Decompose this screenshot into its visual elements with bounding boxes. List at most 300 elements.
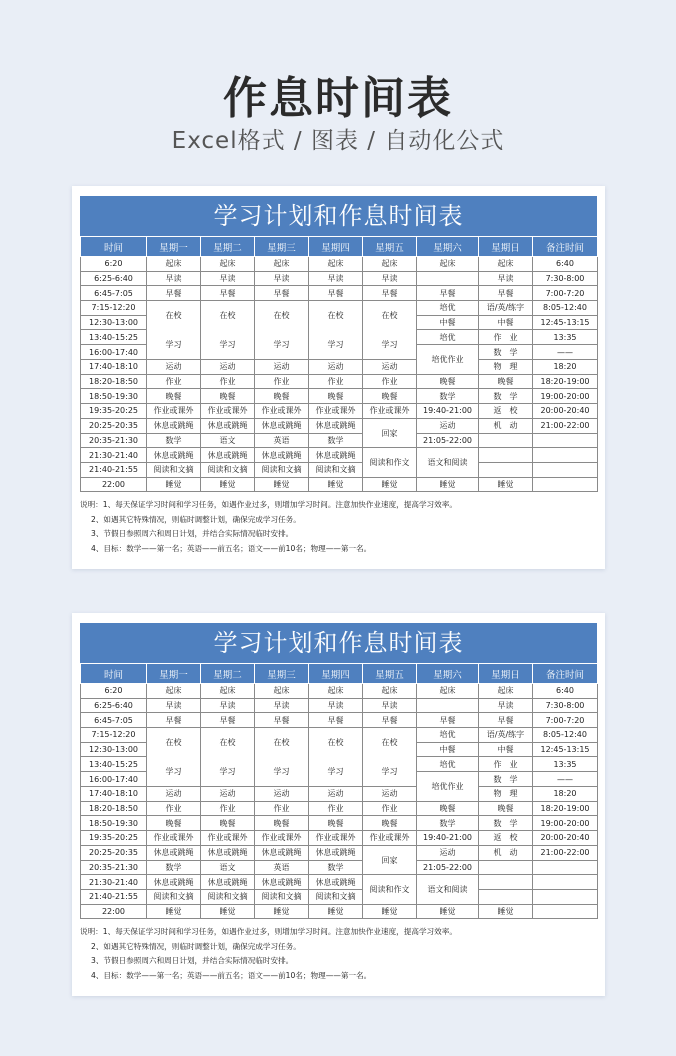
schedule-cell: 晚餐 [309,389,363,404]
schedule-cell: 阅读和文摘 [201,889,255,904]
schedule-cell: 数学 [417,389,479,404]
schedule-cell: 晚餐 [147,389,201,404]
schedule-cell: 早读 [147,271,201,286]
schedule-cell: 6:40 [533,257,598,272]
schedule-cell: 20:00-20:40 [533,404,598,419]
schedule-cell: 早读 [255,271,309,286]
schedule-cell: 作业或课外 [363,404,417,419]
time-cell: 18:50-19:30 [81,816,147,831]
table-row [81,404,598,419]
block-label-school: 在校 [327,738,344,748]
time-cell: 20:25-20:35 [81,845,147,860]
table-row [81,816,598,831]
schedule-cell: 运动 [417,418,479,433]
schedule-cell: 7:30-8:00 [533,271,598,286]
schedule-cell: 回家 [363,418,417,447]
schedule-cell: 19:00-20:00 [533,389,598,404]
schedule-cell: 作业 [309,374,363,389]
column-header: 时间 [81,237,147,257]
schedule-cell: 12:45-13:15 [533,315,598,330]
table-row [81,448,598,463]
time-cell: 13:40-15:25 [81,330,147,345]
schedule-cell: 运动 [363,360,417,375]
schedule-cell: 12:45-13:15 [533,742,598,757]
schedule-cell: —— [533,345,598,360]
time-cell: 16:00-17:40 [81,772,147,787]
schedule-cell: 早餐 [147,713,201,728]
schedule-cell: 休息或跳绳 [255,845,309,860]
schedule-cell: 18:20 [533,360,598,375]
schedule-cell: 晚餐 [417,801,479,816]
schedule-cell: 作业或课外 [201,404,255,419]
schedule-cell: 早餐 [201,713,255,728]
schedule-cell: 20:00-20:40 [533,831,598,846]
schedule-cell: 机 动 [479,418,533,433]
schedule-cell: 中餐 [479,315,533,330]
schedule-cell: 作 业 [479,330,533,345]
schedule-cell: 休息或跳绳 [309,845,363,860]
header-row [81,664,598,684]
note-line: 2、如遇其它特殊情况，则临时调整计划，确保完成学习任务。 [91,941,301,951]
schedule-cell: 早读 [363,698,417,713]
schedule-cell: 19:00-20:00 [533,816,598,831]
schedule-cell: 作业或课外 [309,404,363,419]
schedule-cell: 18:20 [533,787,598,802]
schedule-cell [147,301,201,360]
schedule-cell: 阅读和文摘 [201,462,255,477]
schedule-cell: 中餐 [479,742,533,757]
schedule-cell: 早餐 [363,286,417,301]
schedule-cell: 返 校 [479,404,533,419]
block-label-school: 在校 [219,311,236,321]
table-row [81,684,598,699]
schedule-cell: 培优 [417,330,479,345]
time-cell: 19:35-20:25 [81,404,147,419]
block-label-school: 在校 [273,738,290,748]
schedule-cell: 早读 [201,698,255,713]
schedule-cell [479,448,533,463]
schedule-cell: 7:00-7:20 [533,713,598,728]
table-row [81,418,598,433]
schedule-cell: 早餐 [201,286,255,301]
schedule-cell: 培优 [417,301,479,316]
time-cell: 16:00-17:40 [81,345,147,360]
schedule-cell: 睡觉 [309,477,363,492]
header-row [81,237,598,257]
schedule-cell: 起床 [417,684,479,699]
schedule-cell: 作业或课外 [201,831,255,846]
schedule-cell: 休息或跳绳 [255,418,309,433]
table-row [81,389,598,404]
table-row [81,875,598,890]
schedule-cell: 语文 [201,433,255,448]
schedule-cell: 作业 [255,374,309,389]
schedule-table [80,236,598,492]
column-header: 时间 [81,664,147,684]
schedule-cell: 8:05-12:40 [533,301,598,316]
time-cell: 19:35-20:25 [81,831,147,846]
note-line: 2、如遇其它特殊情况，则临时调整计划，确保完成学习任务。 [91,514,301,524]
schedule-cell: 起床 [417,257,479,272]
table-row [81,713,598,728]
schedule-cell: 起床 [309,257,363,272]
schedule-cell: 语文 [201,860,255,875]
schedule-cell: 19:40-21:00 [417,404,479,419]
table-row [81,904,598,919]
block-label-study: 学习 [381,767,398,777]
schedule-cell: 阅读和文摘 [309,462,363,477]
schedule-cell: 晚餐 [201,389,255,404]
schedule-cell: 起床 [479,684,533,699]
column-header: 星期五 [363,237,417,257]
schedule-cell: 阅读和文摘 [255,462,309,477]
schedule-cell: 晚餐 [255,816,309,831]
schedule-cell: 运动 [147,787,201,802]
schedule-cell: 作业 [255,801,309,816]
column-header: 星期日 [479,237,533,257]
schedule-cell: 起床 [309,684,363,699]
time-cell: 13:40-15:25 [81,757,147,772]
schedule-cell: 培优 [417,757,479,772]
schedule-cell: 培优作业 [417,772,479,802]
column-header: 星期一 [147,237,201,257]
schedule-cell [309,728,363,787]
schedule-cell: 阅读和作文 [363,448,417,477]
schedule-cell: 早餐 [147,286,201,301]
table-row [81,433,598,448]
schedule-cell: 早餐 [309,286,363,301]
block-label-school: 在校 [381,311,398,321]
table-row [81,698,598,713]
schedule-cell: 作业或课外 [255,404,309,419]
schedule-cell: 晚餐 [309,816,363,831]
schedule-cell: 早读 [309,271,363,286]
column-header: 星期五 [363,664,417,684]
schedule-cell: 13:35 [533,330,598,345]
column-header: 星期日 [479,664,533,684]
schedule-table [80,663,598,919]
schedule-cell: 晚餐 [363,816,417,831]
schedule-cell: 睡觉 [363,477,417,492]
schedule-cell: 7:30-8:00 [533,698,598,713]
schedule-cell: 13:35 [533,757,598,772]
schedule-cell: 睡觉 [255,477,309,492]
schedule-cell: 6:40 [533,684,598,699]
schedule-cell: 晚餐 [147,816,201,831]
page-title: 作息时间表 [223,73,453,124]
schedule-cell: 作业 [147,801,201,816]
schedule-cell: 休息或跳绳 [147,875,201,890]
schedule-cell: 起床 [201,684,255,699]
schedule-cell: 睡觉 [417,904,479,919]
block-label-school: 在校 [165,311,182,321]
schedule-cell: 运动 [363,787,417,802]
schedule-cell [533,889,598,904]
schedule-cell: 21:00-22:00 [533,418,598,433]
note-line: 4、目标：数学——第一名；英语——前五名；语文——前10名；物理——第一名。 [91,970,372,980]
sheet-title: 学习计划和作息时间表 [80,623,597,663]
schedule-cell: 培优 [417,728,479,743]
schedule-cell: 晚餐 [201,816,255,831]
schedule-cell: 作业 [201,374,255,389]
schedule-cell: 返 校 [479,831,533,846]
schedule-cell: 早读 [479,271,533,286]
table-row [81,860,598,875]
time-cell: 21:30-21:40 [81,875,147,890]
schedule-cell: 阅读和文摘 [309,889,363,904]
schedule-cell [479,875,533,890]
schedule-cell: 7:00-7:20 [533,286,598,301]
schedule-cell: 18:20-19:00 [533,374,598,389]
schedule-cell: 物 理 [479,787,533,802]
schedule-cell [533,433,598,448]
schedule-cell: 睡觉 [201,904,255,919]
schedule-cell: 晚餐 [255,389,309,404]
schedule-cell: 休息或跳绳 [255,875,309,890]
schedule-cell [417,698,479,713]
schedule-cell: 起床 [363,684,417,699]
schedule-cell: 休息或跳绳 [201,448,255,463]
schedule-cell: 数学 [147,860,201,875]
schedule-cell: 语文和阅读 [417,875,479,904]
schedule-cell: 作业或课外 [255,831,309,846]
schedule-cell: 早读 [309,698,363,713]
schedule-cell: 21:00-22:00 [533,845,598,860]
time-cell: 6:20 [81,684,147,699]
page-subtitle: Excel格式 / 图表 / 自动化公式 [171,128,505,154]
schedule-cell: 物 理 [479,360,533,375]
time-cell: 12:30-13:00 [81,315,147,330]
table-row [81,360,598,375]
schedule-cell: 作 业 [479,757,533,772]
schedule-cell: 休息或跳绳 [309,448,363,463]
schedule-cell: 作业或课外 [363,831,417,846]
time-cell: 21:40-21:55 [81,889,147,904]
schedule-cell: 早餐 [417,286,479,301]
time-cell: 20:35-21:30 [81,860,147,875]
block-label-study: 学习 [327,767,344,777]
column-header: 星期四 [309,664,363,684]
schedule-cell: 语/英/练字 [479,728,533,743]
block-label-study: 学习 [219,340,236,350]
schedule-cell: 早读 [363,271,417,286]
schedule-cell: 早餐 [417,713,479,728]
schedule-cell: 休息或跳绳 [147,845,201,860]
schedule-cell: 起床 [255,684,309,699]
schedule-preview-2 [72,613,605,996]
schedule-cell: 早餐 [363,713,417,728]
schedule-cell: 数学 [147,433,201,448]
schedule-cell: 早读 [201,271,255,286]
time-cell: 12:30-13:00 [81,742,147,757]
note-line: 4、目标：数学——第一名；英语——前五名；语文——前10名；物理——第一名。 [91,543,372,553]
schedule-cell: 19:40-21:00 [417,831,479,846]
table-row [81,257,598,272]
schedule-cell: 睡觉 [479,904,533,919]
table-row [81,801,598,816]
schedule-cell: 作业 [201,801,255,816]
schedule-cell [479,433,533,448]
schedule-cell: 休息或跳绳 [309,875,363,890]
schedule-cell [363,728,417,787]
column-header: 星期六 [417,237,479,257]
time-cell: 6:45-7:05 [81,286,147,301]
block-label-school: 在校 [381,738,398,748]
schedule-cell: 21:05-22:00 [417,433,479,448]
schedule-cell: 睡觉 [147,477,201,492]
column-header: 备注时间 [533,237,598,257]
schedule-cell: 早餐 [255,713,309,728]
time-cell: 6:20 [81,257,147,272]
schedule-cell: 作业或课外 [147,404,201,419]
schedule-cell: 运动 [201,787,255,802]
time-cell: 18:20-18:50 [81,801,147,816]
column-header: 星期三 [255,664,309,684]
block-label-school: 在校 [273,311,290,321]
table-row [81,286,598,301]
block-label-school: 在校 [327,311,344,321]
schedule-cell: 运动 [201,360,255,375]
schedule-cell: 作业 [147,374,201,389]
schedule-cell: 阅读和文摘 [147,462,201,477]
schedule-cell [147,728,201,787]
note-line: 说明：1、每天保证学习时间和学习任务，如遇作业过多，则增加学习时间。注意加快作业速度，提高学习效率。 [80,927,457,937]
schedule-cell [533,448,598,463]
schedule-cell: 阅读和文摘 [147,889,201,904]
table-row [81,477,598,492]
table-row [81,271,598,286]
schedule-cell: 运动 [147,360,201,375]
column-header: 星期四 [309,237,363,257]
note-line: 3、节假日参照周六和周日计划，并结合实际情况临时安排。 [91,529,294,539]
schedule-cell: 休息或跳绳 [201,875,255,890]
block-label-study: 学习 [273,767,290,777]
notes [80,925,597,983]
schedule-cell: 数 学 [479,772,533,787]
schedule-cell: 中餐 [417,742,479,757]
note-line: 3、节假日参照周六和周日计划，并结合实际情况临时安排。 [91,956,294,966]
schedule-cell: 数学 [309,433,363,448]
schedule-cell [479,860,533,875]
schedule-cell: 作业或课外 [309,831,363,846]
note-line: 说明：1、每天保证学习时间和学习任务，如遇作业过多，则增加学习时间。注意加快作业速度，提高学习效率。 [80,500,457,510]
schedule-cell: 早餐 [255,286,309,301]
schedule-cell: 培优作业 [417,345,479,375]
schedule-cell [417,271,479,286]
time-cell: 18:20-18:50 [81,374,147,389]
schedule-cell: 作业 [363,801,417,816]
schedule-cell [201,301,255,360]
time-cell: 7:15-12:20 [81,728,147,743]
schedule-cell [533,860,598,875]
schedule-cell: 起床 [201,257,255,272]
schedule-cell: 数学 [417,816,479,831]
schedule-cell: 18:20-19:00 [533,801,598,816]
schedule-cell: 休息或跳绳 [147,418,201,433]
schedule-cell [201,728,255,787]
column-header: 星期二 [201,664,255,684]
schedule-preview-1 [72,186,605,569]
column-header: 星期二 [201,237,255,257]
table-row [81,374,598,389]
schedule-cell: 晚餐 [363,389,417,404]
schedule-cell: 早餐 [309,713,363,728]
schedule-cell: 休息或跳绳 [309,418,363,433]
schedule-cell: 睡觉 [309,904,363,919]
schedule-cell: 阅读和文摘 [255,889,309,904]
schedule-cell [479,889,533,904]
table-row [81,728,598,743]
schedule-cell: 运动 [417,845,479,860]
block-label-study: 学习 [219,767,236,777]
schedule-cell: 运动 [309,787,363,802]
schedule-cell: 睡觉 [201,477,255,492]
time-cell: 18:50-19:30 [81,389,147,404]
time-cell: 17:40-18:10 [81,787,147,802]
schedule-cell: 早读 [479,698,533,713]
time-cell: 6:45-7:05 [81,713,147,728]
schedule-cell: 运动 [309,360,363,375]
schedule-cell: 语文和阅读 [417,448,479,477]
block-label-school: 在校 [219,738,236,748]
schedule-cell: 数学 [309,860,363,875]
table-row [81,462,598,477]
schedule-cell: 睡觉 [417,477,479,492]
schedule-cell: 21:05-22:00 [417,860,479,875]
table-row [81,845,598,860]
column-header: 星期三 [255,237,309,257]
schedule-cell: 运动 [255,360,309,375]
time-cell: 21:40-21:55 [81,462,147,477]
block-label-study: 学习 [165,340,182,350]
column-header: 星期一 [147,664,201,684]
schedule-cell [479,462,533,477]
schedule-cell: 起床 [479,257,533,272]
time-cell: 20:35-21:30 [81,433,147,448]
table-row [81,831,598,846]
block-label-study: 学习 [273,340,290,350]
schedule-cell: 早读 [147,698,201,713]
table-row [81,301,598,316]
schedule-cell: 机 动 [479,845,533,860]
schedule-cell: 晚餐 [479,374,533,389]
schedule-cell: 语/英/练字 [479,301,533,316]
notes [80,498,597,556]
schedule-cell [533,462,598,477]
schedule-cell: 睡觉 [479,477,533,492]
schedule-cell: —— [533,772,598,787]
schedule-cell [309,301,363,360]
schedule-cell: 阅读和作文 [363,875,417,904]
time-cell: 6:25-6:40 [81,271,147,286]
time-cell: 17:40-18:10 [81,360,147,375]
schedule-cell: 中餐 [417,315,479,330]
schedule-cell: 起床 [255,257,309,272]
column-header: 星期六 [417,664,479,684]
time-cell: 22:00 [81,477,147,492]
table-row [81,787,598,802]
schedule-cell: 起床 [147,684,201,699]
schedule-cell: 早餐 [479,713,533,728]
schedule-cell: 英语 [255,860,309,875]
schedule-cell: 英语 [255,433,309,448]
schedule-cell: 早餐 [479,286,533,301]
schedule-cell: 晚餐 [417,374,479,389]
schedule-cell: 睡觉 [147,904,201,919]
schedule-cell: 晚餐 [479,801,533,816]
schedule-cell: 运动 [255,787,309,802]
schedule-cell: 休息或跳绳 [255,448,309,463]
